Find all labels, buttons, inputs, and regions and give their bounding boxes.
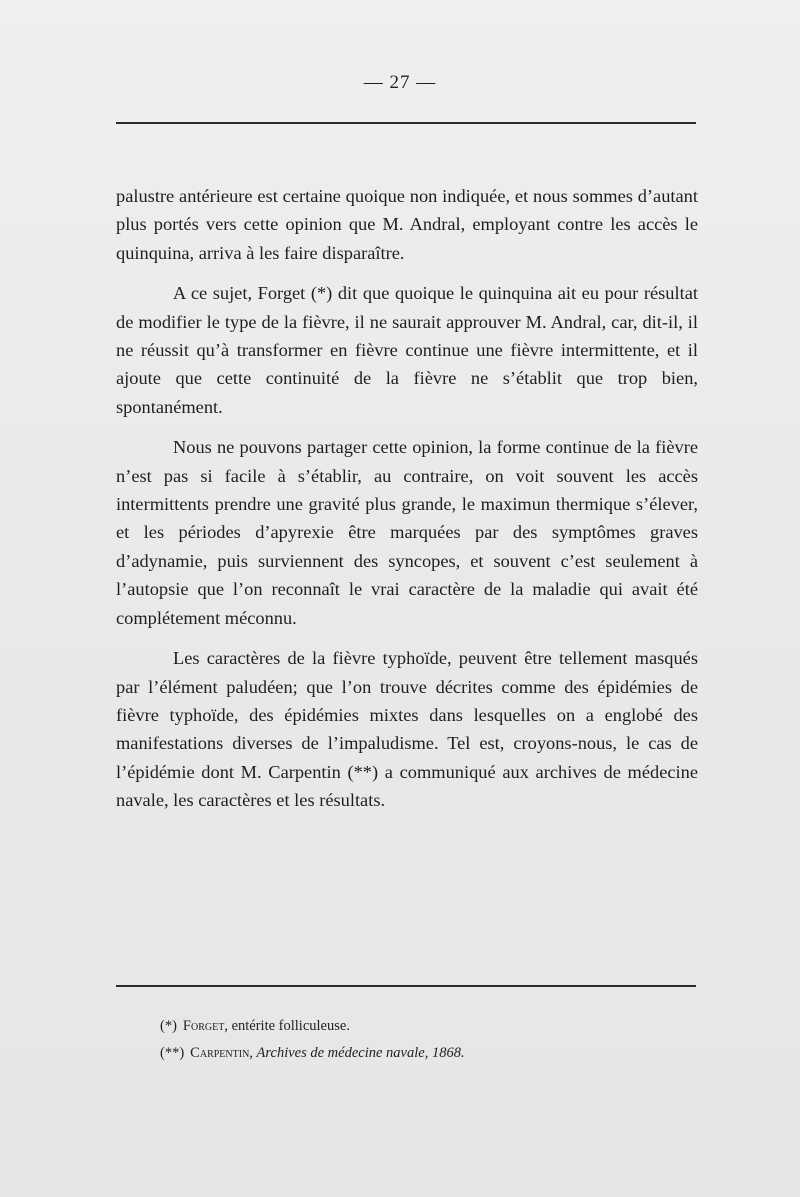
- footnote-work: Archives de médecine navale, 1868.: [256, 1045, 465, 1061]
- footnote-author: Forget,: [182, 1018, 228, 1034]
- paragraph-1: palustre antérieure est certaine quoique non indiquée, et nous sommes d’autant plus portés vers cette opinion que M. Andral, employant contre les accès le quinquina, arriva à les faire disparaître.: [116, 186, 698, 263]
- paragraph-4: Les caractères de la fièvre typhoïde, peuvent être tellement masqués par l’élément paludéen; que l’on trouve décrites comme des épidémies de fièvre typhoïde, des épidémies mixtes dans lesquelles on a englobé des manifestations diverses de l’impaludisme. Tel est, croyons-nous, le cas de l’épidémie dont M. Carpentin (**) a communiqué aux archives de médecine navale, les caractères et les résultats.: [116, 648, 698, 811]
- footnote-mark: (*): [160, 1018, 177, 1034]
- page-number: — 27 —: [363, 72, 437, 93]
- footnotes: [160, 1013, 680, 1067]
- footnote-1: [160, 1013, 680, 1040]
- footnote-mark: (**): [160, 1045, 185, 1061]
- header-rule: [116, 122, 696, 124]
- paragraph-2: A ce sujet, Forget (*) dit que quoique le quinquina ait eu pour résultat de modifier le type de la fièvre, il ne saurait approuver M. Andral, car, dit-il, il ne réussit qu’à transformer en fièvre continue une fièvre intermittente, et il ajoute que cette continuité de la fièvre ne s’établit que trop bien, spontanément.: [116, 283, 698, 417]
- paragraph-3: Nous ne pouvons partager cette opinion, la forme continue de la fièvre n’est pas si facile à s’établir, au contraire, on voit souvent les accès intermittents prendre une gravité plus grande, le maximun thermique s’élever, et les périodes d’apyrexie être marquées par des symptômes graves d’adynamie, puis surviennent des syncopes, et souvent c’est seulement à l’autopsie que l’on reconnaît le vrai caractère de la maladie qui avait été complétement méconnu.: [116, 437, 698, 628]
- footnote-work: entérite folliculeuse.: [231, 1018, 350, 1034]
- footnote-author: Carpentin,: [190, 1045, 253, 1061]
- footnote-rule: [116, 985, 696, 987]
- footnote-2: [160, 1040, 680, 1067]
- body-text: [116, 182, 698, 827]
